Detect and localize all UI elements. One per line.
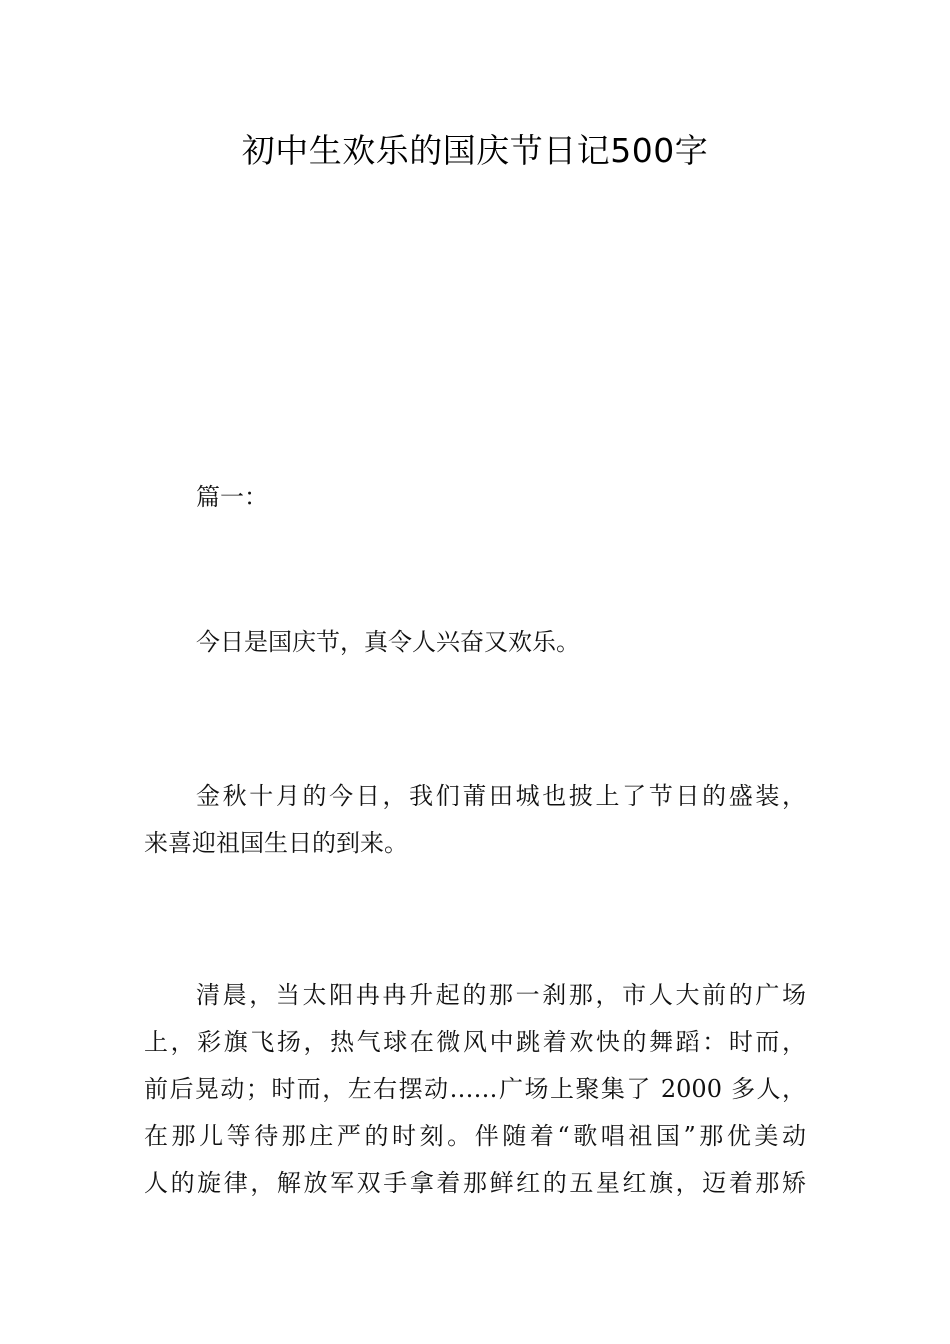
paragraph-line: 今日是国庆节，真令人兴奋又欢乐。 (196, 628, 580, 656)
paragraph-heading (144, 474, 806, 521)
paragraph-line: 清晨，当太阳冉冉升起的那一刹那，市人大前的广场 (196, 981, 806, 1009)
paragraph (144, 773, 806, 867)
paragraph-line: 金秋十月的今日，我们莆田城也披上了节日的盛装， (196, 782, 806, 810)
paragraph-line: 上，彩旗飞扬，热气球在微风中跳着欢快的舞蹈：时而， (144, 1028, 806, 1056)
paragraph-line: 来喜迎祖国生日的到来。 (144, 829, 408, 857)
paragraph-line: 人的旋律，解放军双手拿着那鲜红的五星红旗，迈着那矫 (144, 1169, 806, 1197)
paragraph-line: 在那儿等待那庄严的时刻。伴随着“歌唱祖国”那优美动 (144, 1122, 806, 1150)
paragraph (144, 972, 806, 1207)
document-title: 初中生欢乐的国庆节日记500字 (241, 131, 709, 170)
paragraph-line: 前后晃动；时而，左右摆动……广场上聚集了 2000 多人， (144, 1075, 806, 1103)
paragraph-line: 篇一： (196, 483, 268, 511)
paragraph (144, 619, 806, 666)
